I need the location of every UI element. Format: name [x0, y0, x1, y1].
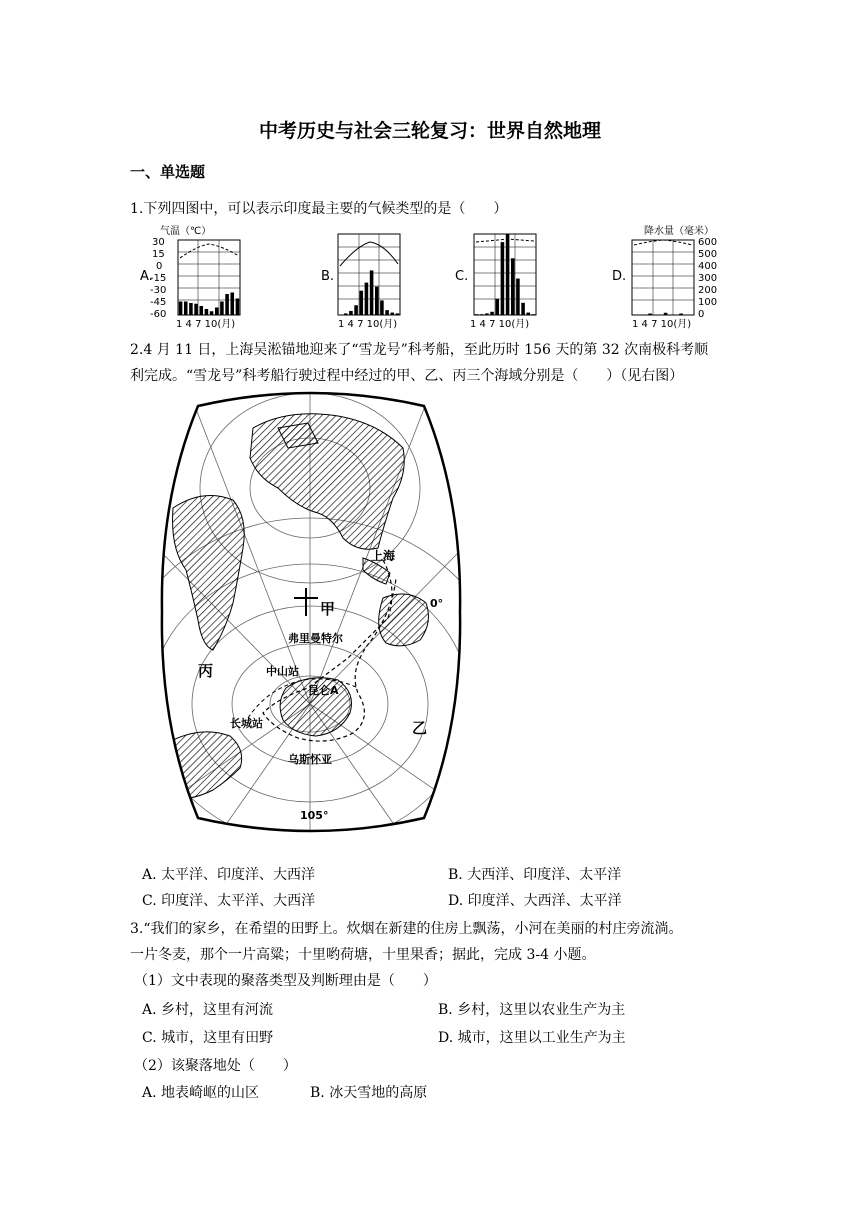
- precip-bar: [475, 314, 479, 315]
- chart-b-frame: [338, 234, 400, 315]
- climate-chart-a: [152, 224, 262, 330]
- label-kunlun: 昆仑A: [308, 684, 339, 697]
- question-3-sub-2: （2）该聚落地处（ ）: [134, 1058, 297, 1074]
- chart-a-ylabel: 气温（℃）: [160, 226, 212, 237]
- precip-bar: [664, 313, 668, 315]
- q2-option-c[interactable]: C. 印度洋、太平洋、大西洋: [142, 893, 316, 909]
- precip-bar: [225, 294, 229, 315]
- precip-bar: [648, 314, 652, 316]
- precip-bar: [375, 287, 379, 315]
- chart-d-ytick: 0: [698, 309, 705, 320]
- q3-sub1-option-d[interactable]: D. 城市，这里以工业生产为主: [438, 1030, 626, 1046]
- label-changcheng: 长城站: [230, 717, 263, 730]
- chart-b-temp-line: [340, 242, 398, 266]
- question-2-line-1: 2.4 月 11 日，上海吴淞锚地迎来了“雪龙号”科考船，至此历时 156 天的第 32 次南极科考顺: [130, 342, 709, 358]
- chart-a-ytick: -15: [150, 273, 167, 284]
- chart-a-xticks: 1 4 7 10(月): [176, 319, 236, 330]
- q3-sub2-option-a[interactable]: A. 地表崎岖的山区: [142, 1085, 260, 1101]
- option-a-label[interactable]: A.: [140, 269, 153, 284]
- map-landmass-africa: [173, 496, 245, 651]
- chart-d-ytick: 200: [698, 285, 718, 296]
- chart-d-ylabel: 降水量（毫米）: [644, 226, 714, 237]
- precip-bar: [354, 305, 358, 315]
- antarctic-route-map: [158, 388, 464, 836]
- map-landmass-eurasia: [250, 414, 404, 550]
- chart-d-ytick: 300: [698, 273, 718, 284]
- precip-bar: [480, 314, 484, 315]
- precip-bar: [495, 299, 499, 315]
- q2-option-b[interactable]: B. 大西洋、印度洋、太平洋: [448, 867, 622, 883]
- precip-bar: [205, 309, 209, 315]
- q3-sub1-option-a[interactable]: A. 乡村，这里有河流: [142, 1002, 274, 1018]
- chart-a-ytick: -45: [150, 297, 167, 308]
- climate-chart-d: [626, 224, 750, 330]
- chart-d-ytick: 100: [698, 297, 718, 308]
- option-b-label[interactable]: B.: [321, 269, 335, 284]
- chart-d-ytick: 400: [698, 261, 718, 272]
- label-lon-0: 0°: [430, 597, 444, 610]
- climate-chart-c: [468, 224, 568, 330]
- chart-c-xticks: 1 4 7 10(月): [470, 319, 530, 330]
- precip-bar: [501, 242, 505, 315]
- q3-sub2-option-b[interactable]: B. 冰天雪地的高原: [310, 1085, 428, 1101]
- precip-bar: [184, 302, 188, 316]
- precip-bar: [516, 279, 520, 315]
- q3-sub1-option-c[interactable]: C. 城市，这里有田野: [142, 1030, 274, 1046]
- label-zhongshan: 中山站: [266, 665, 299, 678]
- chart-c-temp-line: [476, 239, 534, 242]
- chart-d-ytick: 500: [698, 249, 718, 260]
- question-3-line-2: 一片冬麦，那个一片高粱；十里哟荷塘，十里果香；据此，完成 3-4 小题。: [130, 947, 596, 963]
- precip-bar: [236, 299, 240, 316]
- chart-c-bars: [475, 234, 535, 315]
- chart-b-bars: [344, 270, 399, 315]
- map-landmass-south-america: [166, 732, 242, 799]
- precip-bar: [506, 234, 510, 315]
- climate-chart-b: [332, 224, 432, 330]
- chart-d-temp-line: [634, 240, 692, 245]
- label-jia: 甲: [320, 600, 336, 618]
- label-yi: 乙: [412, 719, 428, 737]
- section-heading: 一、单选题: [130, 163, 206, 181]
- chart-d-frame: [632, 240, 694, 315]
- precip-bar: [210, 311, 214, 315]
- question-3-line-1: 3.“我们的家乡，在希望的田野上。炊烟在新建的住房上飘荡，小河在美丽的村庄旁流淌。: [130, 921, 683, 937]
- precip-bar: [194, 304, 198, 315]
- chart-a-bars: [179, 293, 239, 316]
- chart-a-ytick: -60: [150, 309, 167, 320]
- chart-a-ytick: -30: [150, 285, 167, 296]
- q2-option-d[interactable]: D. 印度洋、大西洋、太平洋: [448, 893, 622, 909]
- chart-d-ytick: 600: [698, 237, 718, 248]
- precip-bar: [344, 313, 348, 315]
- precip-bar: [532, 314, 536, 315]
- precip-bar: [521, 303, 525, 315]
- precip-bar: [390, 313, 394, 315]
- q3-sub1-option-b[interactable]: B. 乡村，这里以农业生产为主: [438, 1002, 626, 1018]
- precip-bar: [199, 306, 203, 315]
- precip-bar: [349, 311, 353, 315]
- precip-bar: [679, 314, 683, 316]
- map-landmass-australia: [379, 594, 429, 646]
- precip-bar: [359, 291, 363, 315]
- chart-c-frame: [474, 234, 536, 315]
- label-ushuaia: 乌斯怀亚: [288, 753, 332, 766]
- question-3-sub-1: （1）文中表现的聚落类型及判断理由是（ ）: [134, 973, 437, 989]
- option-d-label[interactable]: D.: [612, 269, 627, 284]
- label-shanghai: 上海: [371, 549, 396, 563]
- precip-bar: [485, 313, 489, 315]
- label-lon-105: 105°: [300, 809, 329, 822]
- label-fremantle: 弗里曼特尔: [288, 632, 343, 645]
- question-1-stem: 1.下列四图中，可以表示印度最主要的气候类型的是（ ）: [130, 201, 508, 217]
- precip-bar: [511, 258, 515, 315]
- chart-a-temp-line: [180, 244, 239, 258]
- q2-option-a[interactable]: A. 太平洋、印度洋、大西洋: [142, 867, 316, 883]
- precip-bar: [370, 270, 374, 315]
- precip-bar: [220, 302, 224, 316]
- precip-bar: [230, 293, 234, 316]
- precip-bar: [215, 308, 219, 316]
- chart-a-yticks: [150, 237, 166, 320]
- precip-bar: [179, 302, 183, 316]
- chart-a-ytick: 15: [152, 249, 165, 260]
- precip-bar: [380, 300, 384, 315]
- option-c-label[interactable]: C.: [455, 269, 469, 284]
- precip-bar: [385, 310, 389, 315]
- chart-b-xticks: 1 4 7 10(月): [338, 319, 398, 330]
- question-2-line-2: 利完成。“雪龙号”科考船行驶过程中经过的甲、乙、丙三个海域分别是（ ）（见右图）: [130, 368, 684, 384]
- chart-a-ytick: 30: [152, 237, 165, 248]
- precip-bar: [396, 313, 400, 315]
- page-title: 中考历史与社会三轮复习：世界自然地理: [258, 120, 601, 142]
- precip-bar: [490, 312, 494, 315]
- chart-d-xticks: 1 4 7 10(月): [632, 319, 692, 330]
- precip-bar: [189, 303, 193, 315]
- label-bing: 丙: [198, 662, 214, 680]
- precip-bar: [526, 313, 530, 315]
- chart-a-ytick: 0: [156, 261, 163, 272]
- chart-d-yticks: [698, 237, 717, 320]
- precip-bar: [365, 283, 369, 315]
